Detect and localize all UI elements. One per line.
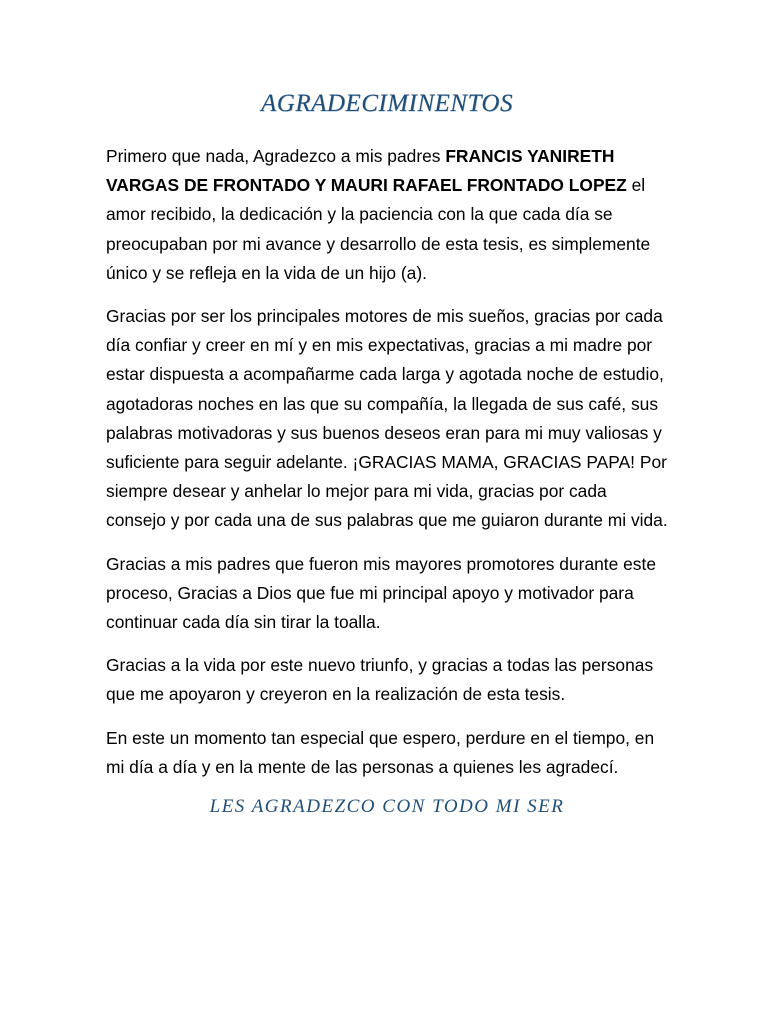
- paragraph-3: Gracias a mis padres que fueron mis mayores promotores durante este proceso, Gracias a Dios que fue mi principal apoyo y motivador para continuar cada día sin tirar la toalla.: [106, 553, 656, 633]
- paragraph-5: En este un momento tan especial que espero, perdure en el tiempo, en mi día a día y en la mente de las personas a quienes les agradecí.: [106, 727, 655, 777]
- parents-names: FRANCIS YANIRETH VARGAS DE FRONTADO Y MAURI RAFAEL FRONTADO LOPEZ: [106, 146, 627, 196]
- paragraph-1: [106, 142, 668, 288]
- closing-line: LES AGRADEZCO CON TODO MI SER: [209, 796, 565, 818]
- paragraph-4: Gracias a la vida por este nuevo triunfo, y gracias a todas las personas que me apoyaron y creyeron en la realización de esta tesis.: [106, 655, 654, 705]
- paragraph-1-rest: el amor recibido, la dedicación y la paciencia con la que cada día se preocupaban por mi avance y desarrollo de esta tesis, es simplemente único y se refleja en la vida de un hijo (a).: [106, 175, 651, 283]
- page-title: AGRADECIMINENTOS: [261, 90, 513, 117]
- paragraph-1-intro: Primero que nada, Agradezco a mis padres: [106, 146, 446, 166]
- paragraph-2: Gracias por ser los principales motores de mis sueños, gracias por cada día confiar y creer en mí y en mis expectativas, gracias a mi madre por estar dispuesta a acompañarme cada larga y agotada noche de estudio, agotadoras noches en las que su compañía, la llegada de sus café, sus palabras motivadoras y sus buenos deseos eran para mi muy valiosas y suficiente para seguir adelante. ¡GRACIAS MAMA, GRACIAS PAPA! Por siempre desear y anhelar lo mejor para mi vida, gracias por cada consejo y por cada una de sus palabras que me guiaron durante mi vida.: [106, 306, 668, 531]
